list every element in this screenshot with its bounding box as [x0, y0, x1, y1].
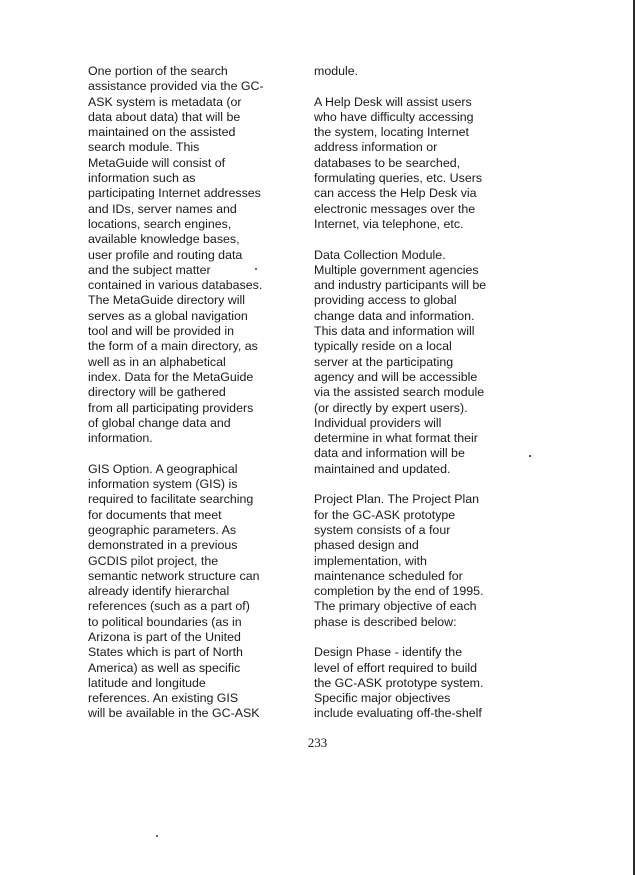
text-line: GIS Option. A geographical — [88, 461, 238, 476]
text-line: search module. This — [88, 140, 200, 155]
text-line: implementation, with — [314, 553, 427, 568]
text-line: assistance provided via the GC- — [88, 79, 264, 94]
text-line: (or directly by expert users). — [314, 400, 468, 415]
paragraph — [314, 95, 514, 233]
text-line: maintained on the assisted — [88, 125, 236, 140]
text-line: Data Collection Module. — [314, 247, 446, 262]
paragraph-gap — [314, 232, 514, 247]
paragraph — [314, 492, 514, 630]
paragraph-gap — [314, 477, 514, 492]
text-line: States which is part of North — [88, 645, 243, 660]
text-line: determine in what format their — [314, 431, 478, 446]
text-line: Individual providers will — [314, 415, 442, 430]
text-line: Internet, via telephone, etc. — [314, 216, 464, 231]
text-line: MetaGuide will consist of — [88, 155, 226, 170]
text-line: of global change data and — [88, 415, 231, 430]
text-line: from all participating providers — [88, 400, 254, 415]
text-line: Design Phase - identify the — [314, 645, 463, 660]
text-line: geographic parameters. As — [88, 522, 237, 537]
text-line: data and information will be — [314, 446, 465, 461]
text-line: typically reside on a local — [314, 339, 452, 354]
text-line: serves as a global navigation — [88, 308, 248, 323]
text-line: Arizona is part of the United — [88, 629, 241, 644]
text-line: the GC-ASK prototype system. — [314, 675, 484, 690]
text-line: user profile and routing data — [88, 247, 243, 262]
text-line: change data and information. — [314, 308, 475, 323]
text-line: module. — [314, 64, 359, 78]
paragraph — [314, 645, 514, 721]
scan-speck — [255, 268, 257, 270]
text-line: and industry participants will be — [314, 278, 487, 293]
text-line: agency and will be accessible — [314, 369, 478, 384]
text-line: information system (GIS) is — [88, 477, 238, 492]
text-line: for documents that meet — [88, 507, 222, 522]
text-line: index. Data for the MetaGuide — [88, 369, 254, 384]
text-line: The MetaGuide directory will — [88, 293, 246, 308]
text-line: demonstrated in a previous — [88, 538, 238, 553]
text-line: Multiple government agencies — [314, 262, 479, 277]
text-line: available knowledge bases, — [88, 232, 240, 247]
page-number: 233 — [307, 735, 328, 750]
paragraph-gap — [314, 79, 514, 94]
paragraph-gap — [314, 630, 514, 645]
text-line: maintenance scheduled for — [314, 568, 463, 583]
text-line: completion by the end of 1995. — [314, 584, 484, 599]
text-line: and the subject matter — [88, 262, 211, 277]
text-line: already identify hierarchal — [88, 584, 230, 599]
text-line: the system, locating Internet — [314, 125, 469, 140]
text-line: One portion of the search — [88, 64, 228, 78]
text-line: references. An existing GIS — [88, 691, 239, 706]
text-line: level of effort required to build — [314, 660, 478, 675]
text-line: Specific major objectives — [314, 691, 451, 706]
text-line: references (such as a part of) — [88, 599, 250, 614]
text-line: server at the participating — [314, 354, 454, 369]
text-line: well as in an alphabetical — [88, 354, 226, 369]
text-line: can access the Help Desk via — [314, 186, 477, 201]
text-line: phase is described below: — [314, 614, 457, 629]
text-line: databases to be searched, — [314, 155, 461, 170]
text-line: and IDs, server names and — [88, 201, 237, 216]
text-line: who have difficulty accessing — [314, 109, 474, 124]
text-line: Project Plan. The Project Plan — [314, 492, 480, 507]
text-line: participating Internet addresses — [88, 186, 261, 201]
text-line: America) as well as specific — [88, 660, 241, 675]
text-line: phased design and — [314, 538, 419, 553]
text-line: for the GC-ASK prototype — [314, 507, 456, 522]
text-line: semantic network structure can — [88, 568, 260, 583]
text-line: A Help Desk will assist users — [314, 94, 472, 109]
right-text-column — [314, 64, 514, 722]
paragraph — [314, 248, 514, 477]
text-line: This data and information will — [314, 324, 475, 339]
text-line: providing access to global — [314, 293, 457, 308]
scan-speck — [156, 835, 158, 837]
text-line: via the assisted search module — [314, 385, 485, 400]
text-line: will be available in the GC-ASK — [88, 706, 260, 721]
text-line: data about data) that will be — [88, 109, 241, 124]
text-line: directory will be gathered — [88, 385, 226, 400]
text-line: formulating queries, etc. Users — [314, 171, 483, 186]
text-line: The primary objective of each — [314, 599, 477, 614]
paragraph — [314, 64, 514, 79]
text-line: contained in various databases. — [88, 278, 263, 293]
text-line: to political boundaries (as in — [88, 614, 242, 629]
left-text-column — [88, 64, 288, 722]
text-line: required to facilitate searching — [88, 492, 254, 507]
paragraph-gap — [88, 446, 288, 461]
paragraph — [88, 462, 288, 722]
text-line: GCDIS pilot project, the — [88, 553, 219, 568]
text-line: maintained and updated. — [314, 461, 451, 476]
text-line: tool and will be provided in — [88, 324, 235, 339]
text-line: system consists of a four — [314, 522, 451, 537]
scan-speck — [529, 455, 531, 457]
paragraph — [88, 64, 288, 446]
text-line: locations, search engines, — [88, 216, 232, 231]
text-line: ASK system is metadata (or — [88, 94, 242, 109]
text-line: latitude and longitude — [88, 675, 206, 690]
text-line: information such as — [88, 171, 196, 186]
text-line: include evaluating off-the-shelf — [314, 706, 482, 721]
text-line: address information or — [314, 140, 438, 155]
text-line: the form of a main directory, as — [88, 339, 258, 354]
text-line: electronic messages over the — [314, 201, 476, 216]
text-line: information. — [88, 431, 153, 446]
